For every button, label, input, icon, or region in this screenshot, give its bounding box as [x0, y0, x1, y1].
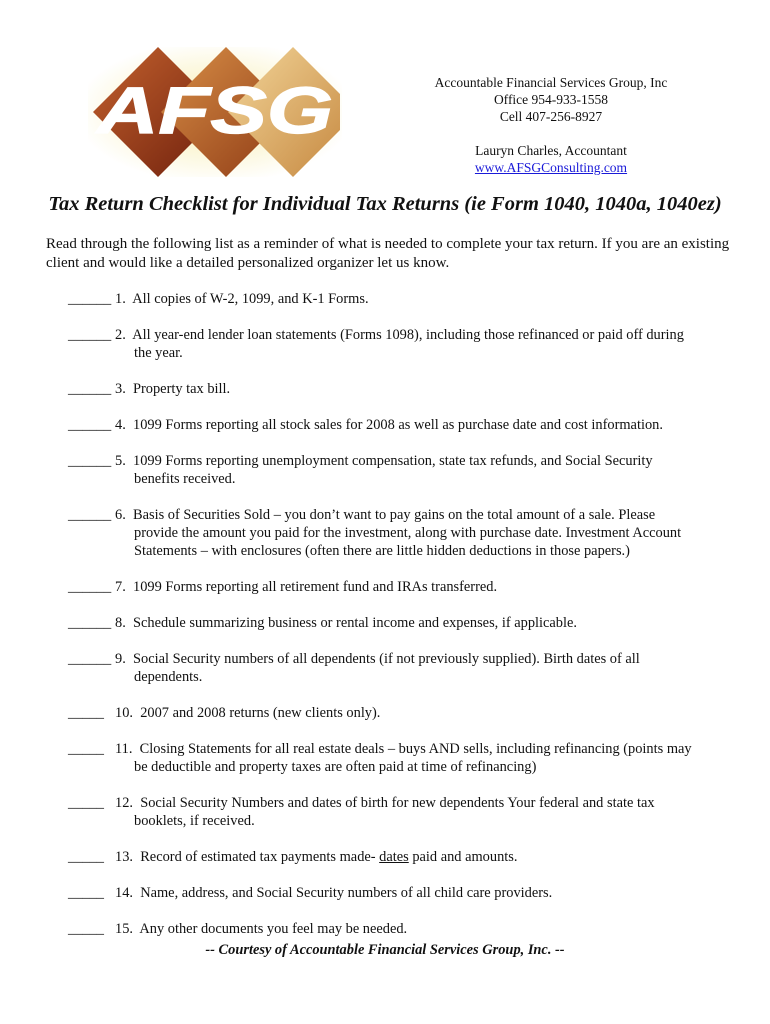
check-blank[interactable]: _____: [68, 849, 104, 865]
item-number: 1.: [115, 291, 126, 307]
checklist-item-line: [68, 650, 748, 668]
checklist-item-line: [68, 884, 748, 902]
checklist-item-line: [68, 614, 748, 632]
item-text: Property tax bill.: [133, 381, 231, 397]
check-blank[interactable]: _____: [68, 741, 104, 757]
item-text: Basis of Securities Sold – you don’t want to pay gains on the total amount of a sale. Please: [133, 507, 656, 523]
item-text: 1099 Forms reporting all stock sales for 2008 as well as purchase date and cost information.: [133, 417, 663, 433]
item-number: 11.: [115, 741, 133, 757]
checklist-item: [68, 578, 748, 596]
item-number: 6.: [115, 507, 126, 523]
item-number: 8.: [115, 615, 126, 631]
checklist-item-line: [68, 578, 748, 596]
item-text: Social Security Numbers and dates of birth for new dependents Your federal and state tax: [140, 795, 655, 811]
checklist-item: [68, 614, 748, 632]
office-phone: Office 954-933-1558: [493, 92, 609, 107]
checklist-item: [68, 740, 748, 776]
item-number: 13.: [115, 849, 133, 865]
spacer: [405, 125, 697, 142]
checklist-item: [68, 326, 748, 362]
item-number: 5.: [115, 453, 126, 469]
check-blank[interactable]: _____: [68, 885, 104, 901]
cell-phone: Cell 407-256-8927: [499, 109, 603, 124]
checklist-item: [68, 380, 748, 398]
item-number: 7.: [115, 579, 126, 595]
checklist-item-line: [68, 704, 748, 722]
checklist-item: [68, 848, 748, 866]
checklist-item-line: [68, 920, 748, 938]
item-text: 2007 and 2008 returns (new clients only).: [140, 705, 381, 721]
checklist-item: [68, 416, 748, 434]
checklist-item-line: [68, 848, 748, 866]
item-text-continuation: dependents.: [134, 669, 203, 685]
intro-paragraph: Read through the following list as a reminder of what is needed to complete your tax return. If you are an existing client and would like a detailed personalized organizer let us know.: [46, 236, 730, 271]
checklist-item-line: [68, 506, 748, 524]
item-text: Social Security numbers of all dependents (if not previously supplied). Birth dates of all: [133, 651, 640, 667]
company-name: Accountable Financial Services Group, Inc: [434, 75, 668, 90]
checklist-item: [68, 290, 748, 308]
check-blank[interactable]: ______: [68, 615, 112, 631]
accountant-name: Lauryn Charles, Accountant: [475, 143, 627, 158]
check-blank[interactable]: ______: [68, 327, 112, 343]
item-text: Any other documents you feel may be needed.: [139, 921, 408, 937]
check-blank[interactable]: ______: [68, 381, 112, 397]
checklist-item-line: [68, 740, 748, 758]
checklist-item-line: [68, 380, 748, 398]
check-blank[interactable]: _____: [68, 921, 104, 937]
item-text-continuation: provide the amount you paid for the investment, along with purchase date. Investment Account: [134, 525, 682, 541]
check-blank[interactable]: ______: [68, 651, 112, 667]
checklist-item: [68, 452, 748, 488]
website-link[interactable]: www.AFSGConsulting.com: [474, 160, 628, 175]
item-text: Name, address, and Social Security numbers of all child care providers.: [140, 885, 553, 901]
item-text: 1099 Forms reporting all retirement fund and IRAs transferred.: [133, 579, 498, 595]
check-blank[interactable]: _____: [68, 705, 104, 721]
item-number: 3.: [115, 381, 126, 397]
checklist-item: [68, 920, 748, 938]
item-text: Closing Statements for all real estate deals – buys AND sells, including refinancing (points may: [139, 741, 692, 757]
checklist-item-line: [68, 290, 748, 308]
checklist-item-line: [68, 452, 748, 470]
check-blank[interactable]: _____: [68, 795, 104, 811]
item-number: 4.: [115, 417, 126, 433]
item-text-tail: paid and amounts.: [408, 849, 518, 865]
item-text-continuation: booklets, if received.: [134, 813, 255, 829]
afsg-logo: [88, 47, 342, 177]
contact-block: [405, 74, 697, 176]
checklist-item-line: [68, 794, 748, 812]
item-text-continuation: Statements – with enclosures (often there are little hidden deductions in those papers.): [134, 543, 630, 559]
afsg-logo-graphic: [88, 47, 342, 177]
footer-courtesy: -- Courtesy of Accountable Financial Services Group, Inc. --: [205, 942, 565, 958]
item-number: 15.: [115, 921, 133, 937]
page-title: Tax Return Checklist for Individual Tax Returns (ie Form 1040, 1040a, 1040ez): [48, 193, 722, 215]
check-blank[interactable]: ______: [68, 579, 112, 595]
check-blank[interactable]: ______: [68, 417, 112, 433]
item-text-underlined: dates: [379, 849, 409, 865]
item-number: 9.: [115, 651, 126, 667]
item-text: Schedule summarizing business or rental income and expenses, if applicable.: [133, 615, 577, 631]
item-text-continuation: the year.: [134, 345, 183, 361]
check-blank[interactable]: ______: [68, 291, 112, 307]
checklist-item-line: [68, 326, 748, 344]
check-blank[interactable]: ______: [68, 507, 112, 523]
item-number: 12.: [115, 795, 133, 811]
item-number: 10.: [115, 705, 133, 721]
checklist-item: [68, 794, 748, 830]
item-text: Record of estimated tax payments made-: [140, 849, 380, 865]
checklist-item: [68, 704, 748, 722]
item-text: All copies of W-2, 1099, and K-1 Forms.: [132, 291, 369, 307]
checklist-item: [68, 506, 748, 560]
checklist-item-line: [68, 416, 748, 434]
item-number: 14.: [115, 885, 133, 901]
item-text: All year-end lender loan statements (Forms 1098), including those refinanced or paid off during: [132, 327, 684, 343]
item-text-continuation: be deductible and property taxes are often paid at time of refinancing): [134, 759, 537, 775]
item-number: 2.: [115, 327, 126, 343]
checklist-item: [68, 884, 748, 902]
checklist-item: [68, 650, 748, 686]
check-blank[interactable]: ______: [68, 453, 112, 469]
afsg-logo-text: AFSG: [94, 73, 333, 147]
item-text: 1099 Forms reporting unemployment compensation, state tax refunds, and Social Security: [133, 453, 653, 469]
item-text-continuation: benefits received.: [134, 471, 236, 487]
